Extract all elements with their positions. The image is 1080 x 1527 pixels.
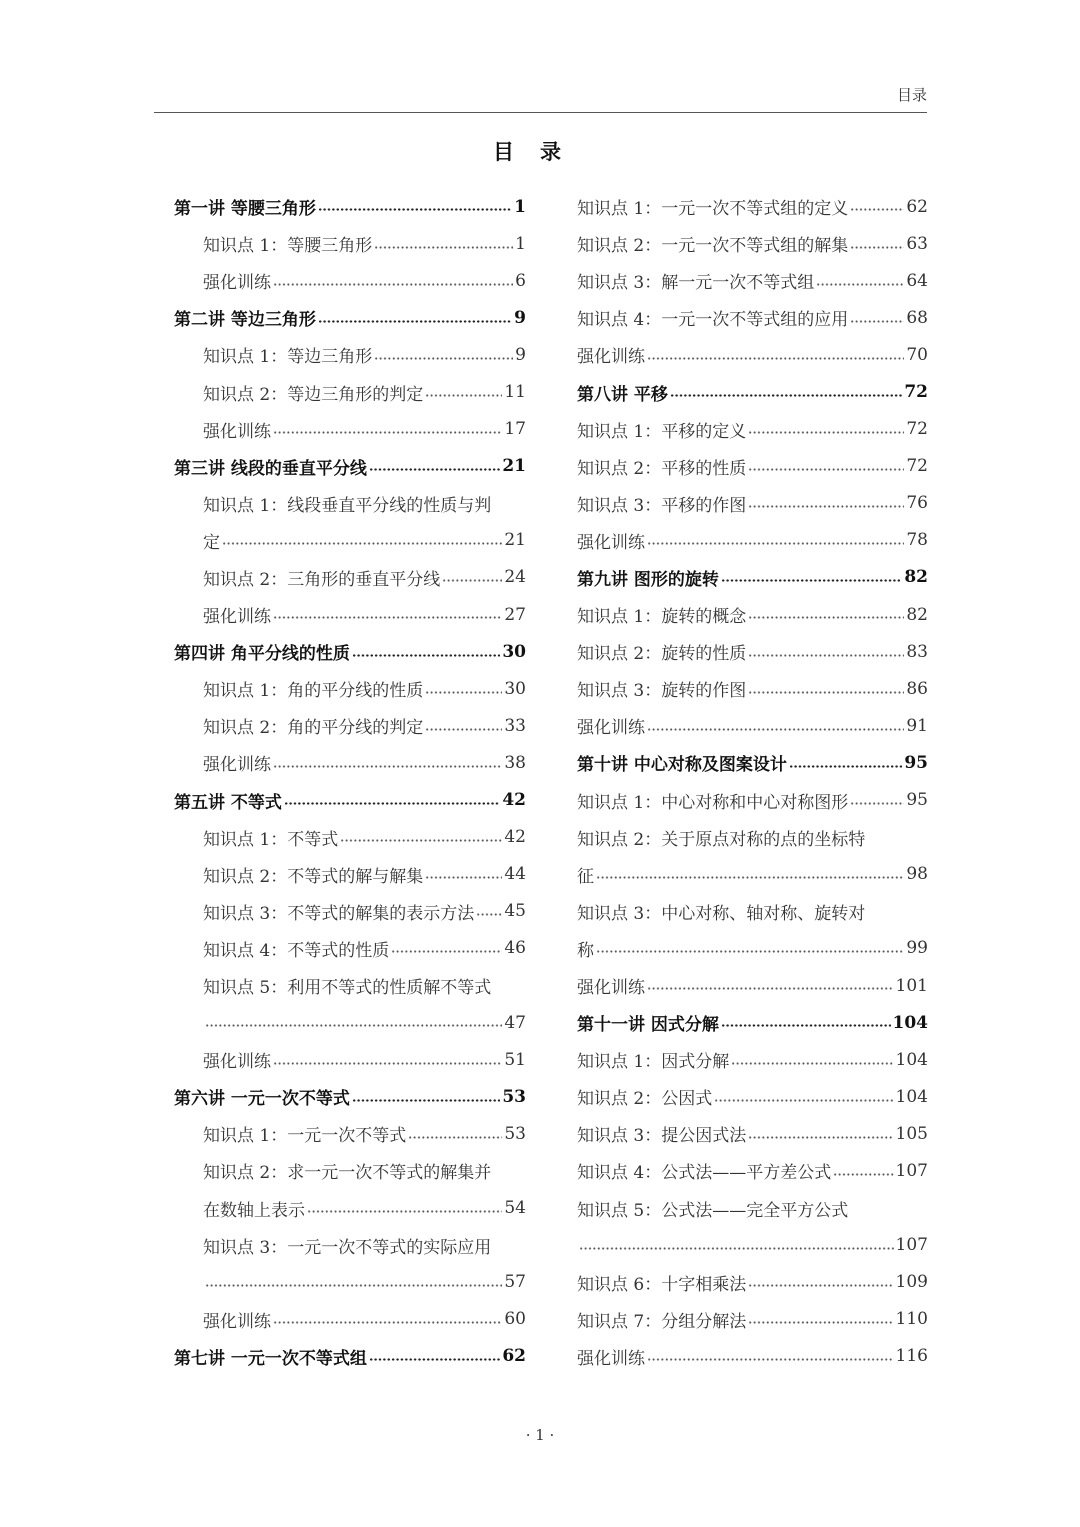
toc-dot-leader: [748, 421, 904, 438]
toc-entry-page: 72: [906, 419, 928, 440]
toc-entry[interactable]: [577, 1115, 928, 1152]
toc-entry-title: 知识点 2：平移的性质: [577, 458, 747, 479]
toc-entry-title: 知识点 1：角的平分线的性质: [203, 681, 424, 702]
toc-dot-leader: [205, 1014, 502, 1031]
toc-entry[interactable]: [577, 856, 928, 893]
toc-entry-page: 9: [514, 307, 526, 328]
toc-dot-leader: [748, 1125, 893, 1142]
toc-entry[interactable]: [174, 336, 526, 373]
toc-entry-page: 62: [502, 1346, 526, 1367]
toc-entry-title: 知识点 2：三角形的垂直平分线: [203, 569, 441, 590]
toc-entry-title: 知识点 1：因式分解: [577, 1052, 730, 1073]
toc-entry[interactable]: [174, 1190, 526, 1227]
toc-entry-page: 64: [906, 270, 928, 291]
toc-entry[interactable]: [174, 707, 526, 744]
toc-entry[interactable]: [577, 262, 928, 299]
toc-entry-title: 第九讲 图形的旋转: [577, 569, 719, 590]
toc-entry-title: 知识点 1：等边三角形: [203, 347, 373, 368]
toc-dot-leader: [748, 1311, 893, 1328]
toc-entry[interactable]: [174, 262, 526, 299]
toc-entry-page: 17: [504, 419, 526, 440]
page-title: 目录: [493, 139, 587, 164]
toc-entry-page: 107: [895, 1160, 928, 1181]
toc-entry-title: 知识点 2：角的平分线的判定: [203, 718, 424, 739]
toc-entry-page: 6: [515, 270, 526, 291]
toc-dot-leader: [748, 458, 904, 475]
toc-chapter-entry[interactable]: [174, 782, 526, 819]
toc-entry-title: 知识点 5：公式法——完全平方公式: [577, 1200, 849, 1221]
toc-entry-page: 60: [504, 1309, 526, 1330]
toc-entry-title: 知识点 1：平移的定义: [577, 421, 747, 442]
toc-entry-page: 51: [504, 1049, 526, 1070]
toc-dot-leader: [596, 940, 904, 957]
toc-dot-leader: [408, 1125, 502, 1142]
toc-entry[interactable]: [577, 596, 928, 633]
toc-entry-title: 征: [577, 866, 594, 887]
toc-entry-page: 21: [502, 456, 526, 477]
toc-entry-title: 知识点 3：旋转的作图: [577, 681, 747, 702]
toc-entry-title: 第三讲 线段的垂直平分线: [174, 458, 367, 479]
toc-entry[interactable]: [577, 893, 928, 930]
toc-entry-page: 101: [895, 975, 928, 996]
toc-dot-leader: [273, 1051, 502, 1068]
toc-dot-leader: [442, 569, 502, 586]
toc-dot-leader: [476, 903, 502, 920]
toc-dot-leader: [647, 346, 904, 363]
toc-entry[interactable]: [577, 1041, 928, 1078]
toc-entry-title: 知识点 1：等腰三角形: [203, 236, 373, 257]
toc-entry[interactable]: [577, 485, 928, 522]
toc-entry-page: 72: [906, 456, 928, 477]
toc-entry[interactable]: [577, 1152, 928, 1189]
toc-dot-leader: [222, 532, 502, 549]
toc-entry-title: 知识点 3：解一元一次不等式组: [577, 273, 815, 294]
toc-entry-title: 知识点 7：分组分解法: [577, 1311, 747, 1332]
toc-entry-title: 第六讲 一元一次不等式: [174, 1089, 350, 1110]
toc-entry-page: 24: [504, 567, 526, 588]
toc-dot-leader: [748, 606, 904, 623]
toc-entry-page: 30: [504, 678, 526, 699]
toc-entry-title: 知识点 1：旋转的概念: [577, 607, 747, 628]
toc-dot-leader: [369, 458, 500, 475]
toc-dot-leader: [721, 569, 902, 586]
toc-entry[interactable]: [577, 522, 928, 559]
toc-chapter-entry[interactable]: [174, 448, 526, 485]
toc-entry[interactable]: [577, 1190, 928, 1227]
toc-dot-leader: [273, 606, 502, 623]
toc-entry-title: 知识点 3：平移的作图: [577, 495, 747, 516]
toc-entry[interactable]: [174, 373, 526, 410]
toc-entry-title: 知识点 4：公式法——平方差公式: [577, 1163, 832, 1184]
toc-entry-page: 11: [504, 382, 526, 403]
toc-dot-leader: [731, 1051, 893, 1068]
toc-entry[interactable]: [577, 1338, 928, 1375]
toc-entry-title: 知识点 2：公因式: [577, 1089, 713, 1110]
toc-dot-leader: [714, 1088, 893, 1105]
page-number: · 1 ·: [525, 1426, 555, 1444]
header-rule: [154, 112, 927, 113]
toc-entry-title: 第七讲 一元一次不等式组: [174, 1348, 367, 1369]
toc-entry-page: 104: [892, 1012, 928, 1033]
toc-dot-leader: [816, 272, 904, 289]
toc-dot-leader: [374, 346, 513, 363]
toc-entry-page: 46: [504, 938, 526, 959]
toc-chapter-entry[interactable]: [174, 1338, 526, 1375]
toc-entry-page: 104: [895, 1086, 928, 1107]
toc-entry-title: 第四讲 角平分线的性质: [174, 644, 350, 665]
toc-entry-title: 强化训练: [203, 421, 271, 442]
toc-dot-leader: [789, 754, 902, 771]
toc-entry-page: 110: [895, 1309, 928, 1330]
toc-dot-leader: [748, 495, 904, 512]
toc-entry[interactable]: [174, 1264, 526, 1301]
toc-dot-leader: [833, 1162, 893, 1179]
toc-entry-page: 83: [906, 641, 928, 662]
toc-entry-title: 知识点 5：利用不等式的性质解不等式: [203, 978, 492, 999]
toc-entry-title: 知识点 1：不等式: [203, 829, 339, 850]
toc-entry-page: 45: [504, 901, 526, 922]
toc-entry[interactable]: [577, 225, 928, 262]
toc-entry-page: 54: [504, 1198, 526, 1219]
toc-entry-page: 63: [906, 233, 928, 254]
toc-entry-title: 强化训练: [203, 1052, 271, 1073]
toc-entry-page: 53: [504, 1123, 526, 1144]
toc-entry[interactable]: [577, 1301, 928, 1338]
toc-entry-title: 知识点 2：关于原点对称的点的坐标特: [577, 829, 866, 850]
toc-entry[interactable]: [174, 1004, 526, 1041]
toc-dot-leader: [596, 866, 904, 883]
toc-entry-page: 42: [502, 790, 526, 811]
toc-dot-leader: [425, 680, 502, 697]
toc-dot-leader: [391, 940, 502, 957]
toc-entry-page: 82: [906, 604, 928, 625]
toc-entry-page: 99: [906, 938, 928, 959]
toc-dot-leader: [425, 717, 502, 734]
toc-entry-page: 68: [906, 307, 928, 328]
toc-dot-leader: [352, 1088, 500, 1105]
toc-chapter-entry[interactable]: [174, 188, 526, 225]
toc-entry-title: 强化训练: [203, 273, 271, 294]
toc-entry-title: 知识点 4：不等式的性质: [203, 940, 390, 961]
toc-entry-title: 第五讲 不等式: [174, 792, 282, 813]
toc-entry-page: 42: [504, 827, 526, 848]
toc-dot-leader: [748, 1274, 893, 1291]
toc-dot-leader: [307, 1200, 502, 1217]
toc-dot-leader: [284, 792, 500, 809]
toc-entry-page: 95: [906, 790, 928, 811]
toc-entry[interactable]: [174, 596, 526, 633]
toc-dot-leader: [374, 235, 513, 252]
toc-dot-leader: [850, 792, 904, 809]
toc-dot-leader: [579, 1237, 894, 1254]
toc-right-column: [577, 188, 928, 1375]
toc-chapter-entry[interactable]: [577, 559, 928, 596]
toc-dot-leader: [425, 384, 502, 401]
toc-entry[interactable]: [577, 336, 928, 373]
toc-dot-leader: [850, 309, 904, 326]
toc-entry-page: 72: [904, 382, 928, 403]
toc-dot-leader: [205, 1274, 502, 1291]
toc-dot-leader: [273, 754, 502, 771]
toc-entry[interactable]: [174, 856, 526, 893]
toc-entry-page: 57: [504, 1272, 526, 1293]
toc-entry-page: 30: [502, 641, 526, 662]
toc-entry-title: 知识点 1：中心对称和中心对称图形: [577, 792, 849, 813]
toc-dot-leader: [721, 1014, 891, 1031]
toc-chapter-entry[interactable]: [577, 373, 928, 410]
toc-entry[interactable]: [174, 1041, 526, 1078]
toc-entry-title: 知识点 2：一元一次不等式组的解集: [577, 236, 849, 257]
toc-dot-leader: [647, 717, 904, 734]
toc-entry[interactable]: [174, 559, 526, 596]
toc-entry-title: 强化训练: [577, 1348, 645, 1369]
toc-chapter-entry[interactable]: [577, 744, 928, 781]
toc-entry-title: 强化训练: [577, 978, 645, 999]
toc-dot-leader: [647, 1348, 894, 1365]
toc-entry[interactable]: [577, 1078, 928, 1115]
toc-dot-leader: [670, 384, 902, 401]
toc-entry-title: 第一讲 等腰三角形: [174, 199, 316, 220]
toc-entry[interactable]: [577, 819, 928, 856]
toc-dot-leader: [318, 309, 512, 326]
toc-entry-title: 强化训练: [203, 1311, 271, 1332]
toc-entry-title: 定: [203, 532, 220, 553]
toc-entry[interactable]: [577, 670, 928, 707]
toc-entry-title: 知识点 1：线段垂直平分线的性质与判: [203, 495, 492, 516]
toc-entry-page: 1: [514, 196, 526, 217]
toc-chapter-entry[interactable]: [174, 299, 526, 336]
toc-entry-title: 知识点 2：求一元一次不等式的解集并: [203, 1163, 492, 1184]
toc-entry-title: 知识点 3：一元一次不等式的实际应用: [203, 1237, 492, 1258]
toc-entry-page: 107: [895, 1235, 928, 1256]
toc-entry-title: 强化训练: [577, 347, 645, 368]
toc-dot-leader: [273, 272, 513, 289]
toc-entry-page: 86: [906, 678, 928, 699]
toc-entry-page: 27: [504, 604, 526, 625]
toc-entry[interactable]: [174, 1227, 526, 1264]
toc-entry-page: 1: [515, 233, 526, 254]
toc-dot-leader: [369, 1348, 500, 1365]
toc-entry[interactable]: [577, 448, 928, 485]
toc-entry[interactable]: [174, 967, 526, 1004]
toc-entry[interactable]: [174, 225, 526, 262]
toc-entry-page: 82: [904, 567, 928, 588]
toc-entry-title: 知识点 2：等边三角形的判定: [203, 384, 424, 405]
toc-entry-page: 109: [895, 1272, 928, 1293]
toc-entry-page: 47: [504, 1012, 526, 1033]
toc-entry-title: 第二讲 等边三角形: [174, 310, 316, 331]
running-header: 目录: [896, 86, 927, 104]
toc-entry-title: 第十一讲 因式分解: [577, 1015, 719, 1036]
toc-chapter-entry[interactable]: [577, 1004, 928, 1041]
toc-entry-page: 53: [502, 1086, 526, 1107]
toc-entry-title: 第八讲 平移: [577, 384, 668, 405]
toc-dot-leader: [647, 977, 894, 994]
toc-entry-page: 21: [504, 530, 526, 551]
toc-entry[interactable]: [174, 819, 526, 856]
toc-entry[interactable]: [577, 707, 928, 744]
toc-entry[interactable]: [577, 1264, 928, 1301]
toc-entry-title: 强化训练: [203, 607, 271, 628]
toc-dot-leader: [647, 532, 904, 549]
toc-entry-page: 44: [504, 864, 526, 885]
toc-entry-title: 知识点 3：中心对称、轴对称、旋转对: [577, 903, 866, 924]
toc-entry-page: 70: [906, 344, 928, 365]
toc-entry-page: 95: [904, 752, 928, 773]
toc-entry-title: 知识点 2：不等式的解与解集: [203, 866, 424, 887]
toc-entry[interactable]: [174, 411, 526, 448]
toc-entry[interactable]: [577, 930, 928, 967]
toc-entry[interactable]: [174, 930, 526, 967]
toc-entry-page: 9: [515, 344, 526, 365]
toc-entry-page: 38: [504, 752, 526, 773]
toc-entry-title: 称: [577, 940, 594, 961]
toc-entry-title: 第十讲 中心对称及图案设计: [577, 755, 787, 776]
toc-entry-page: 91: [906, 715, 928, 736]
toc-entry-page: 78: [906, 530, 928, 551]
toc-dot-leader: [273, 1311, 502, 1328]
toc-entry-page: 104: [895, 1049, 928, 1070]
toc-entry[interactable]: [174, 522, 526, 559]
toc-entry[interactable]: [174, 1152, 526, 1189]
toc-entry-title: 强化训练: [577, 718, 645, 739]
toc-entry[interactable]: [577, 967, 928, 1004]
toc-entry[interactable]: [174, 893, 526, 930]
toc-entry-title: 强化训练: [577, 532, 645, 553]
toc-entry-title: 知识点 2：旋转的性质: [577, 644, 747, 665]
toc-entry-page: 98: [906, 864, 928, 885]
toc-entry[interactable]: [577, 411, 928, 448]
toc-entry[interactable]: [174, 485, 526, 522]
toc-entry-title: 知识点 1：一元一次不等式组的定义: [577, 199, 849, 220]
toc-dot-leader: [850, 235, 904, 252]
toc-entry[interactable]: [577, 1227, 928, 1264]
toc-entry-page: 76: [906, 493, 928, 514]
toc-entry-title: 知识点 4：一元一次不等式组的应用: [577, 310, 849, 331]
toc-dot-leader: [273, 421, 502, 438]
toc-entry[interactable]: [577, 633, 928, 670]
toc-chapter-entry[interactable]: [174, 633, 526, 670]
toc-entry-title: 强化训练: [203, 755, 271, 776]
toc-dot-leader: [850, 198, 904, 215]
toc-entry[interactable]: [174, 744, 526, 781]
toc-dot-leader: [318, 198, 512, 215]
toc-entry-title: 在数轴上表示: [203, 1200, 305, 1221]
toc-chapter-entry[interactable]: [174, 1078, 526, 1115]
toc-entry-page: 33: [504, 715, 526, 736]
toc-left-column: [174, 188, 526, 1375]
toc-entry-page: 116: [895, 1346, 928, 1367]
toc-entry-page: 105: [895, 1123, 928, 1144]
toc-dot-leader: [748, 680, 904, 697]
toc-dot-leader: [425, 866, 502, 883]
toc-entry-title: 知识点 1：一元一次不等式: [203, 1126, 407, 1147]
toc-entry-title: 知识点 3：提公因式法: [577, 1126, 747, 1147]
toc-entry[interactable]: [174, 1115, 526, 1152]
toc-entry-title: 知识点 6：十字相乘法: [577, 1274, 747, 1295]
toc-entry[interactable]: [174, 1301, 526, 1338]
toc-entry-title: 知识点 3：不等式的解集的表示方法: [203, 903, 475, 924]
toc-entry[interactable]: [174, 670, 526, 707]
toc-dot-leader: [352, 643, 500, 660]
toc-entry-page: 62: [906, 196, 928, 217]
toc-entry[interactable]: [577, 299, 928, 336]
toc-entry[interactable]: [577, 782, 928, 819]
toc-dot-leader: [748, 643, 904, 660]
toc-dot-leader: [340, 829, 502, 846]
toc-entry[interactable]: [577, 188, 928, 225]
